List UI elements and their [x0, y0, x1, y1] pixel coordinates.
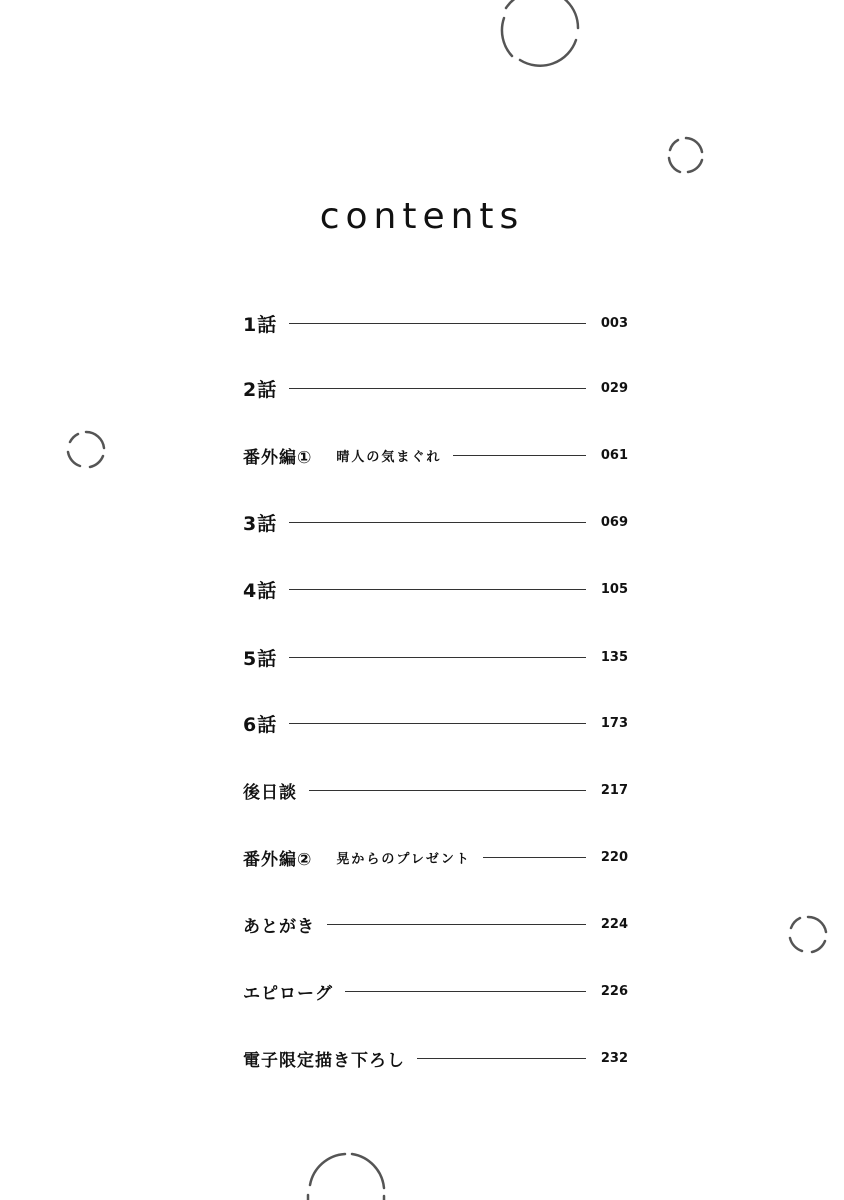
entry-page-number: 173	[600, 715, 628, 731]
entry-label: 1話	[243, 313, 278, 336]
entry-label: 4話	[243, 579, 278, 602]
leader-line	[289, 589, 586, 590]
entry-page-number: 217	[600, 782, 628, 798]
entry-label: 6話	[243, 713, 278, 736]
toc-entry[interactable]	[243, 703, 628, 743]
circle-icon-top	[502, 0, 578, 66]
toc-entry[interactable]	[243, 303, 628, 343]
toc-entry[interactable]	[243, 770, 628, 810]
entry-page-number: 029	[600, 380, 628, 396]
toc-entry[interactable]	[243, 368, 628, 408]
entry-page-number: 069	[600, 514, 628, 530]
entry-page-number: 061	[600, 447, 628, 463]
entry-label: エピローグ	[243, 983, 333, 1004]
toc-entry[interactable]	[243, 904, 628, 944]
circle-icon-left	[68, 432, 104, 467]
entry-label: 2話	[243, 378, 278, 401]
toc-entry[interactable]	[243, 569, 628, 609]
toc-entry[interactable]	[243, 971, 628, 1011]
leader-line	[289, 522, 586, 523]
entry-label: 番外編①	[243, 447, 313, 468]
leader-line	[289, 657, 586, 658]
leader-line	[453, 455, 586, 456]
circle-icon-upper-right	[669, 138, 702, 172]
entry-page-number: 220	[600, 849, 628, 865]
entry-subtitle: 晴人の気まぐれ	[336, 449, 442, 465]
leader-line	[327, 924, 586, 925]
leader-line	[289, 723, 586, 724]
entry-page-number: 226	[600, 983, 628, 999]
entry-label: 後日談	[243, 782, 297, 803]
leader-line	[417, 1058, 586, 1059]
contents-title: contents	[319, 196, 525, 237]
entry-label: 番外編②	[243, 849, 313, 870]
entry-page-number: 105	[600, 581, 628, 597]
leader-line	[289, 323, 586, 324]
circle-icon-bottom	[308, 1154, 384, 1200]
entry-label: 3話	[243, 512, 278, 535]
toc-entry[interactable]	[243, 837, 628, 877]
entry-label: あとがき	[243, 916, 315, 937]
entry-label: 5話	[243, 647, 278, 670]
entry-subtitle: 晃からのプレゼント	[336, 851, 471, 867]
entry-page-number: 003	[600, 315, 628, 331]
leader-line	[289, 388, 586, 389]
leader-line	[345, 991, 586, 992]
entry-page-number: 232	[600, 1050, 628, 1066]
entry-label: 電子限定描き下ろし	[243, 1050, 405, 1071]
entry-page-number: 224	[600, 916, 628, 932]
toc-entry[interactable]	[243, 1038, 628, 1078]
leader-line	[309, 790, 586, 791]
circle-icon-lower-right	[790, 917, 826, 952]
toc-entry[interactable]	[243, 502, 628, 542]
leader-line	[483, 857, 586, 858]
entry-page-number: 135	[600, 649, 628, 665]
toc-entry[interactable]	[243, 637, 628, 677]
toc-entry[interactable]	[243, 435, 628, 475]
